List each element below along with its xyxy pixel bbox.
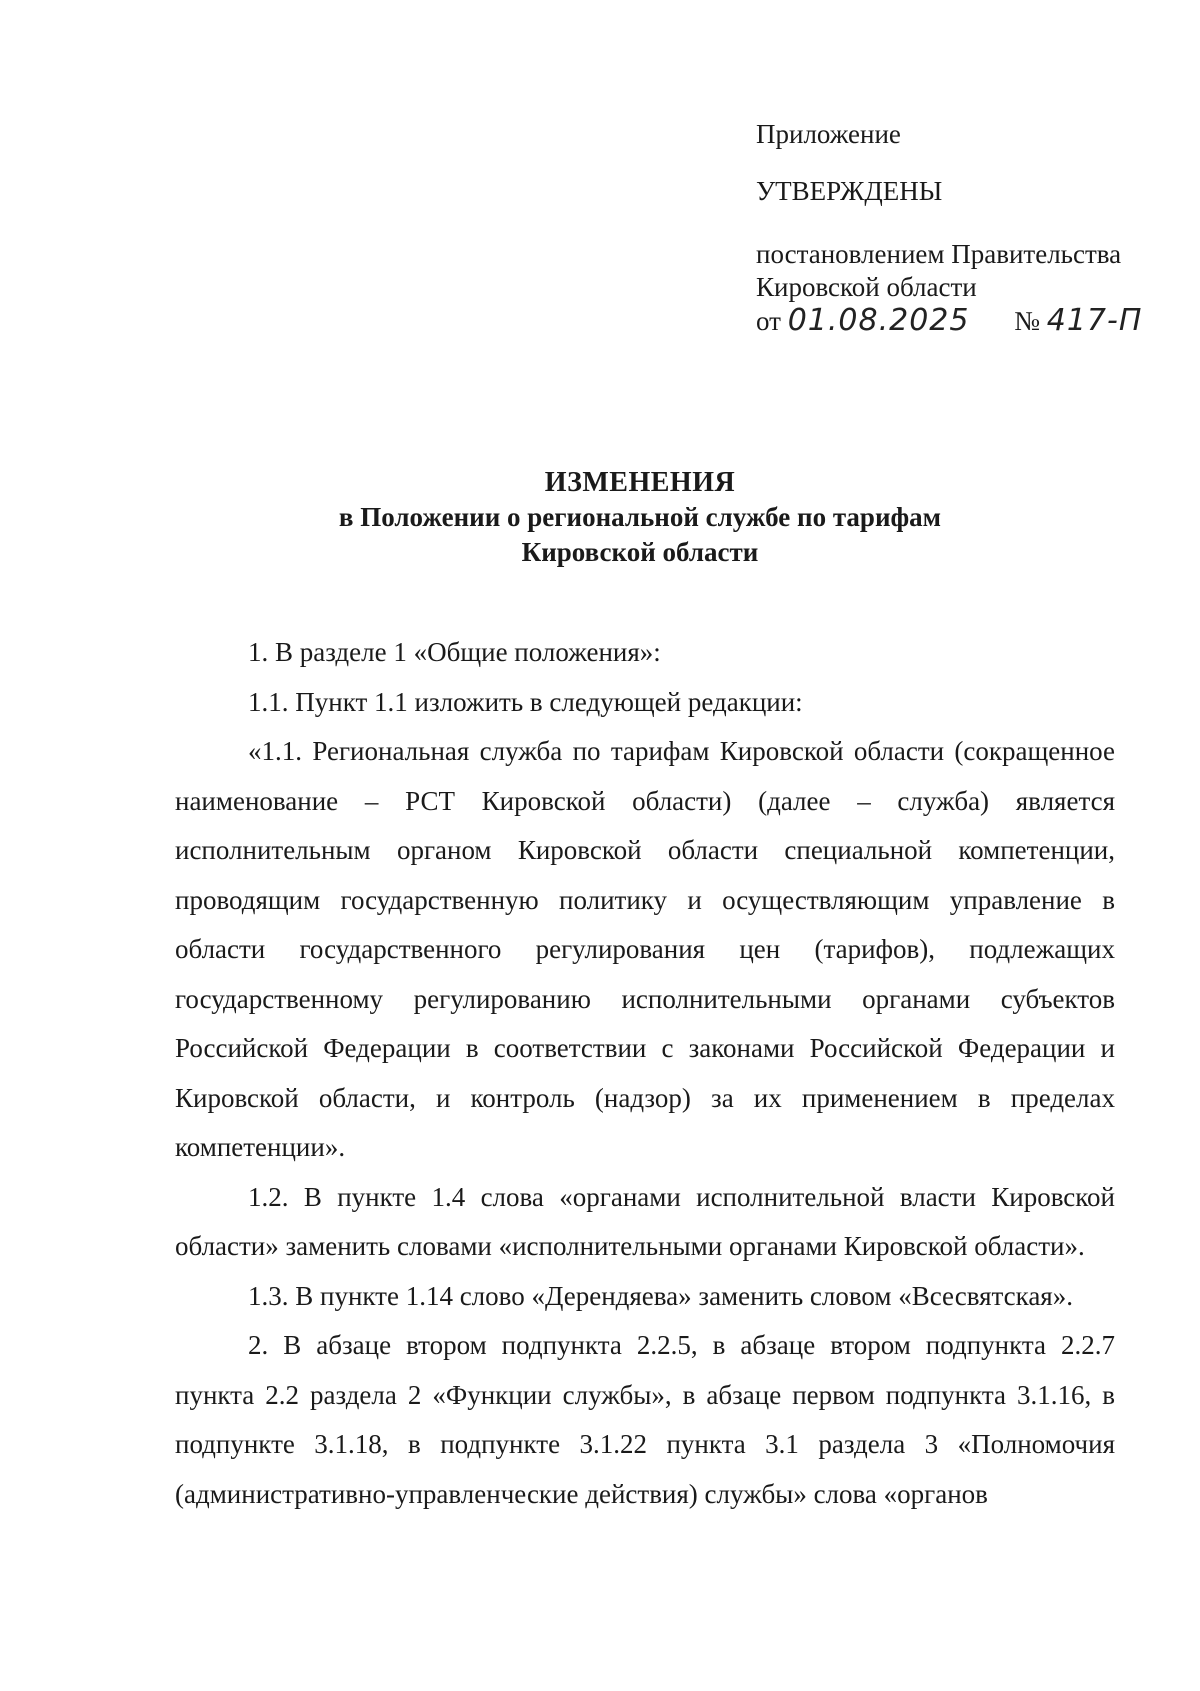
title-line-2: в Положении о региональной службе по тарифам xyxy=(338,502,942,532)
document-title xyxy=(170,465,1110,570)
decree-line-2: Кировской области xyxy=(756,272,977,302)
paragraph: 1.2. В пункте 1.4 слова «органами исполнительной власти Кировской области» заменить словами «исполнительными органами Кировской области». xyxy=(175,1181,1115,1261)
paragraph: 2. В абзаце втором подпункта 2.2.5, в абзаце втором подпункта 2.2.7 пункта 2.2 раздела 2 «Функции службы», в абзаце первом подпункта 3.1.16, в подпункте 3.1.18, в подпункте 3.1.22 пункта 3.1 раздела 3 «Полномочия (административно-управленческие действия) службы» слова «органов xyxy=(175,1330,1115,1509)
date-prefix: от xyxy=(756,306,781,336)
paragraph: 1. В разделе 1 «Общие положения»: xyxy=(248,637,661,667)
title-line-3: Кировской области xyxy=(521,537,759,567)
decree-date-number xyxy=(756,304,1176,338)
document-body xyxy=(175,628,1115,1519)
handwritten-number: 417-П xyxy=(1046,303,1143,338)
paragraph: 1.3. В пункте 1.14 слово «Дерендяева» заменить словом «Всесвятская». xyxy=(248,1280,1073,1311)
paragraph: «1.1. Региональная служба по тарифам Кировской области (сокращенное наименование – РСТ Кировской области) (далее – служба) является исполнительным органом Кировской области специальной компетенции, проводящим государственную политику и осуществляющим управление в области государственного регулирования цен (тарифов), подлежащих государственному регулированию исполнительными органами субъектов Российской Федерации в соответствии с законами Российской Федерации и Кировской области, и контроль (надзор) за их применением в пределах компетенции». xyxy=(175,736,1115,1162)
approval-block xyxy=(756,118,1176,338)
appendix-label: Приложение xyxy=(756,119,901,149)
decree-line-1: постановлением Правительства xyxy=(756,239,1122,269)
title-main: ИЗМЕНЕНИЯ xyxy=(544,467,736,498)
paragraph: 1.1. Пункт 1.1 изложить в следующей редакции: xyxy=(248,686,803,717)
number-sign: № xyxy=(1014,306,1040,336)
approved-label: УТВЕРЖДЕНЫ xyxy=(756,176,943,206)
handwritten-date: 01.08.2025 xyxy=(787,303,970,338)
